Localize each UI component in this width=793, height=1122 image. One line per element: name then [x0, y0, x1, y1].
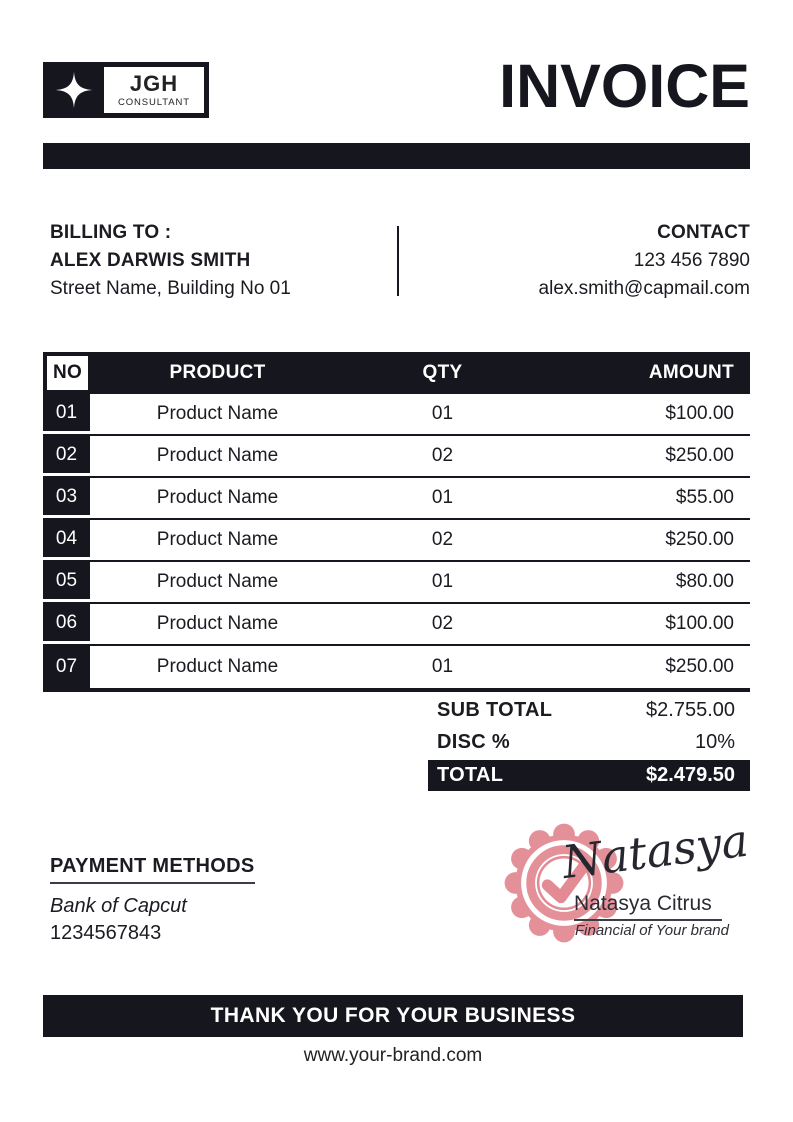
header-qty: QTY	[422, 362, 463, 383]
payment-account-number: 1234567843	[50, 922, 162, 944]
contact-block	[539, 219, 750, 303]
cell-no: 01	[43, 394, 90, 431]
cell-amount: $250.00	[665, 529, 734, 550]
page-title: INVOICE	[499, 52, 750, 120]
table-row	[43, 478, 750, 520]
vertical-divider	[397, 226, 399, 296]
subtotal-value: $2.755.00	[646, 698, 735, 721]
contact-email: alex.smith@capmail.com	[538, 278, 750, 299]
cell-product: Product Name	[156, 403, 279, 424]
billing-name: ALEX DARWIS SMITH	[50, 250, 251, 271]
total-label: TOTAL	[437, 764, 504, 786]
cell-amount: $80.00	[675, 571, 734, 592]
contact-heading: CONTACT	[657, 222, 750, 243]
table-row	[43, 436, 750, 478]
cell-no: 04	[43, 520, 90, 557]
table-body	[43, 394, 750, 688]
cell-product: Product Name	[156, 613, 279, 634]
total-row	[428, 760, 750, 791]
sparkle-icon	[46, 65, 102, 115]
thank-you-text: THANK YOU FOR YOUR BUSINESS	[210, 1004, 576, 1027]
table-row	[43, 604, 750, 646]
cell-amount: $250.00	[665, 656, 734, 677]
signature-name: Natasya Citrus	[574, 892, 722, 921]
cell-no: 05	[43, 562, 90, 599]
total-value: $2.479.50	[646, 764, 735, 786]
billing-heading: BILLING TO :	[50, 222, 172, 243]
payment-heading: PAYMENT METHODS	[50, 855, 255, 884]
signature-role: Financial of Your brand	[575, 922, 729, 939]
cell-amount: $250.00	[665, 445, 734, 466]
cell-product: Product Name	[156, 487, 279, 508]
cell-no: 03	[43, 478, 90, 515]
payment-methods-block	[50, 855, 255, 945]
cell-qty: 02	[431, 529, 454, 550]
subtotal-row	[428, 694, 750, 726]
cell-no: 06	[43, 604, 90, 641]
cell-amount: $100.00	[665, 403, 734, 424]
header-no: NO	[47, 356, 88, 390]
cell-no: 02	[43, 436, 90, 473]
cell-qty: 02	[431, 613, 454, 634]
cell-qty: 01	[431, 656, 454, 677]
cell-qty: 01	[431, 403, 454, 424]
signature-script: Natasya	[559, 813, 752, 889]
items-table	[43, 352, 750, 692]
cell-amount: $55.00	[675, 487, 734, 508]
cell-product: Product Name	[156, 445, 279, 466]
payment-bank-name: Bank of Capcut	[50, 895, 187, 917]
cell-amount: $100.00	[665, 613, 734, 634]
table-row	[43, 646, 750, 688]
cell-qty: 01	[431, 571, 454, 592]
cell-no: 07	[43, 646, 90, 688]
logo-text-box	[102, 65, 206, 115]
totals-section	[428, 694, 750, 791]
subtotal-label: SUB TOTAL	[437, 698, 553, 721]
parties-section	[43, 219, 750, 309]
cell-product: Product Name	[156, 656, 279, 677]
company-logo	[43, 62, 209, 118]
logo-brand: JGH	[129, 70, 179, 96]
table-row	[43, 394, 750, 436]
cell-qty: 02	[431, 445, 454, 466]
billing-address: Street Name, Building No 01	[50, 278, 291, 299]
cell-product: Product Name	[156, 529, 279, 550]
discount-value: 10%	[694, 730, 735, 753]
discount-row	[428, 726, 750, 758]
cell-product: Product Name	[156, 571, 279, 592]
cell-qty: 01	[431, 487, 454, 508]
billing-block	[50, 219, 291, 303]
logo-subtitle: CONSULTANT	[118, 96, 190, 108]
website-text: www.your-brand.com	[303, 1045, 483, 1066]
header-amount: AMOUNT	[648, 362, 734, 383]
discount-label: DISC %	[437, 730, 510, 753]
table-header-row	[43, 352, 750, 394]
table-row	[43, 562, 750, 604]
header-divider-bar	[43, 143, 750, 169]
header-product: PRODUCT	[169, 362, 266, 383]
thank-you-bar	[43, 995, 743, 1037]
table-row	[43, 520, 750, 562]
contact-phone: 123 456 7890	[633, 250, 750, 271]
